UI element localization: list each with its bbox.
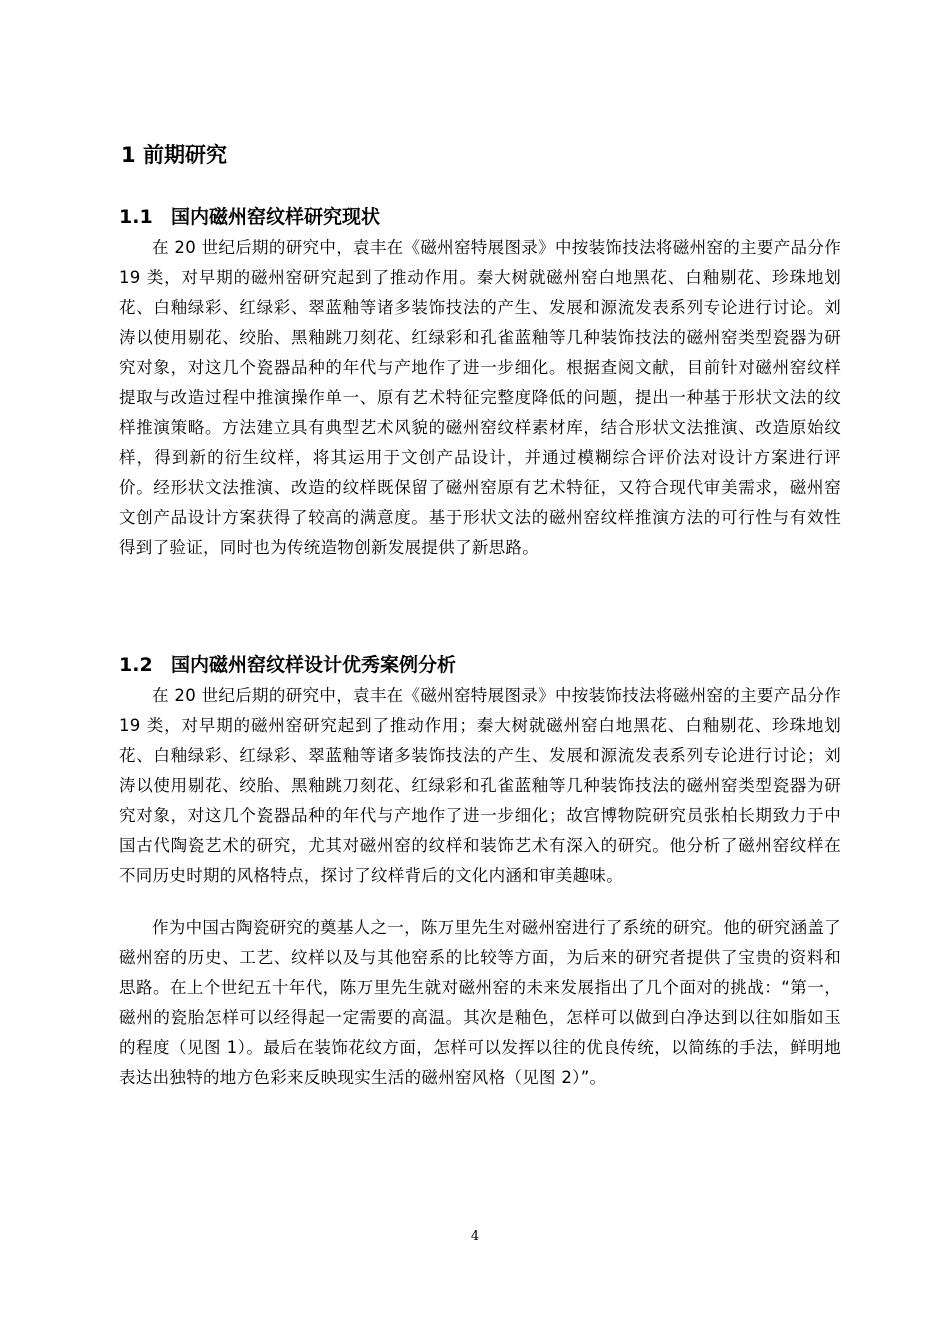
body-paragraph: 作为中国古陶瓷研究的奠基人之一，陈万里先生对磁州窑进行了系统的研究。他的研究涵盖了磁州窑的历史、工艺、纹样以及与其他窑系的比较等方面，为后来的研究者提供了宝贵的资料和思路。在上个世纪五十年代，陈万里先生就对磁州窑的未来发展指出了几个面对的挑战：“第一，磁州的瓷胎怎样可以经得起一定需要的高温。其次是釉色，怎样可以做到白净达到以往如脂如玉的程度（见图 1）。最后在装饰花纹方面，怎样可以发挥以往的优良传统，以简练的手法，鲜明地表达出独特的地方色彩来反映现实生活的磁州窑风格（见图 2）”。 bbox=[119, 918, 841, 1087]
body-paragraph: 在 20 世纪后期的研究中，袁丰在《磁州窑特展图录》中按装饰技法将磁州窑的主要产品分作 19 类，对早期的磁州窑研究起到了推动作用。秦大树就磁州窑白地黑花、白釉剔花、珍珠地划花、白釉绿彩、红绿彩、翠蓝釉等诸多装饰技法的产生、发展和源流发表系列专论进行讨论。刘涛以使用剔花、绞胎、黑釉跳刀刻花、红绿彩和孔雀蓝釉等几种装饰技法的磁州窑类型瓷器为研究对象，对这几个瓷器品种的年代与产地作了进一步细化。根据查阅文献，目前针对磁州窑纹样提取与改造过程中推演操作单一、原有艺术特征完整度降低的问题，提出一种基于形状文法的纹样推演策略。方法建立具有典型艺术风貌的磁州窑纹样素材库，结合形状文法推演、改造原始纹样，得到新的衍生纹样，将其运用于文创产品设计，并通过模糊综合评价法对设计方案进行评价。经形状文法推演、改造的纹样既保留了磁州窑原有艺术特征，又符合现代审美需求，磁州窑文创产品设计方案获得了较高的满意度。基于形状文法的磁州窑纹样推演方法的可行性与有效性得到了验证，同时也为传统造物创新发展提供了新思路。 bbox=[119, 238, 841, 557]
section-heading-1-2 bbox=[119, 650, 456, 680]
section-number: 1.2 bbox=[119, 654, 153, 676]
chapter-title-text: 前期研究 bbox=[143, 143, 227, 167]
page-number: 4 bbox=[470, 1229, 480, 1244]
section-title-text: 国内磁州窑纹样设计优秀案例分析 bbox=[171, 654, 457, 676]
chapter-heading bbox=[121, 140, 227, 170]
section-number: 1.1 bbox=[119, 206, 153, 228]
section-title-text: 国内磁州窑纹样研究现状 bbox=[171, 206, 381, 228]
section-heading-1-1 bbox=[119, 202, 380, 232]
chapter-number: 1 bbox=[121, 143, 136, 167]
body-paragraph: 在 20 世纪后期的研究中，袁丰在《磁州窑特展图录》中按装饰技法将磁州窑的主要产品分作 19 类，对早期的磁州窑研究起到了推动作用；秦大树就磁州窑白地黑花、白釉剔花、珍珠地划花、白釉绿彩、红绿彩、翠蓝釉等诸多装饰技法的产生、发展和源流发表系列专论进行讨论；刘涛以使用剔花、绞胎、黑釉跳刀刻花、红绿彩和孔雀蓝釉等几种装饰技法的磁州窑类型瓷器为研究对象，对这几个瓷器品种的年代与产地作了进一步细化；故宫博物院研究员张柏长期致力于中国古代陶瓷艺术的研究，尤其对磁州窑的纹样和装饰艺术有深入的研究。他分析了磁州窑纹样在不同历史时期的风格特点，探讨了纹样背后的文化内涵和审美趣味。 bbox=[119, 686, 841, 885]
